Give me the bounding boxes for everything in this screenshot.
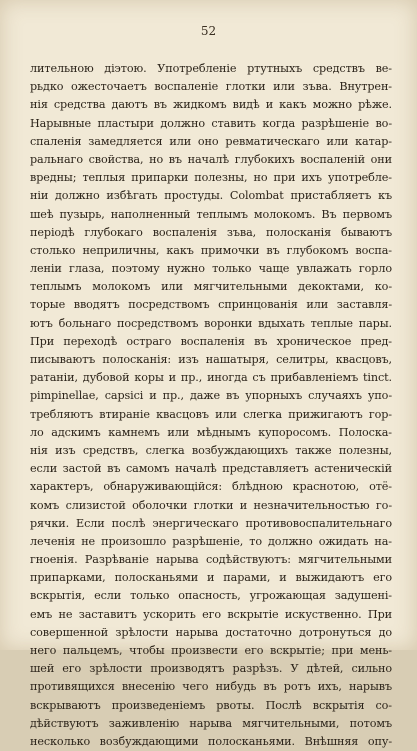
text-line: вскрываютъ произведеніемъ рвоты. Послѣ вскрытія со- — [30, 698, 392, 712]
text-line: pimpinellae, capsici и пр., даже въ упорныхъ случаяхъ упо- — [30, 389, 392, 403]
text-line: нія изъ средствъ, слегка возбуждающихъ также полезны, — [30, 443, 392, 457]
text-line: гноенія. Разрѣваніе нарыва содѣйствуютъ: мягчительными — [30, 553, 392, 567]
text-line: теплымъ молокомъ или мягчительными декоктами, ко- — [30, 280, 392, 294]
text-line: лительною діэтою. Употребленіе ртутныхъ средствъ ве- — [30, 62, 392, 75]
text-line: рьдко ожесточаетъ воспаленіе глотки или зъва. Внутрен- — [30, 80, 392, 94]
text-line: спаленія замедляется или оно ревматическаго или катар- — [30, 134, 392, 148]
text-line: шеѣ пузырь, наполненный теплымъ молокомъ. Въ первомъ — [30, 207, 392, 221]
text-line: Нарывные пластыри должно ставить когда разрѣшеніе во- — [30, 116, 392, 130]
text-line: противящихся внесенію чего нибудь въ ротъ ихъ, нарывъ — [30, 680, 392, 694]
text-line: емъ не заставитъ ускорить его вскрытіе искуственно. При — [30, 607, 392, 621]
text-line: ло адскимъ камнемъ или мѣднымъ купоросомъ. Полоска- — [30, 425, 392, 439]
text-line: требляютъ втираніе квасцовъ или слегка прижигаютъ гор- — [30, 407, 392, 421]
page-number: 52 — [200, 24, 217, 38]
text-line: При переходѣ остраго воспаленія въ хроническое пред- — [30, 334, 392, 348]
text-line: вредны; теплыя припарки полезны, но при ихъ употребле- — [30, 171, 392, 185]
text-line: леніи глаза, поэтому нужно только чаще увлажать горло — [30, 262, 392, 276]
text-line: несколько возбуждающими полосканьями. Внѣшняя опу- — [30, 734, 392, 748]
text-line: дѣйствуютъ заживленію нарыва мягчительными, потомъ — [30, 716, 392, 730]
text-line: ніи должно избѣгать простуды. Colombat пристабляетъ къ — [30, 189, 392, 203]
text-line: торые вводятъ посредствомъ спринцованія или заставля- — [30, 298, 392, 312]
text-line: писываютъ полосканія: изъ нашатыря, селитры, квасцовъ, — [30, 353, 392, 366]
text-line: вскрытія, если только опасность, угрожающая задушені- — [30, 589, 392, 603]
text-line: шей его зрѣлости производятъ разрѣзъ. У дѣтей, сильно — [30, 662, 392, 676]
text-line: ральнаго свойства, но въ началѣ глубокихъ воспаленій они — [30, 152, 392, 166]
text-line: комъ слизистой оболочки глотки и незначительностью го- — [30, 498, 392, 512]
text-line: рячки. Если послѣ энергическаго противовоспалительнаго — [30, 516, 392, 530]
text-line: ратаніи, дубовой коры и пр., иногда съ прибавленіемъ tinct. — [30, 371, 392, 385]
text-line: періодѣ глубокаго воспаленія зъва, полосканія бываютъ — [30, 225, 392, 239]
text-line: леченія не произошло разрѣшеніе, то должно ожидать на- — [30, 534, 392, 548]
text-line: ютъ больнаго посредствомъ воронки вдыхать теплые пары. — [30, 316, 392, 330]
text-line: если застой въ самомъ началѣ представляетъ астеническій — [30, 462, 392, 476]
text-line: совершенной зрѣлости нарыва достаточно дотронуться до — [30, 625, 392, 639]
text-line: нія средства даютъ въ жидкомъ видѣ и какъ можно рѣже. — [30, 98, 392, 112]
body-text — [30, 60, 392, 751]
text-line: него пальцемъ, чтобы произвести его вскрытіе; при мень- — [30, 644, 392, 657]
text-line: припарками, полосканьями и парами, и выжидаютъ его — [30, 571, 392, 585]
text-line: столько неприличны, какъ примочки въ глубокомъ воспа- — [30, 243, 392, 257]
text-line: характеръ, обнаруживающійся: блѣдною краснотою, отё- — [30, 480, 392, 494]
